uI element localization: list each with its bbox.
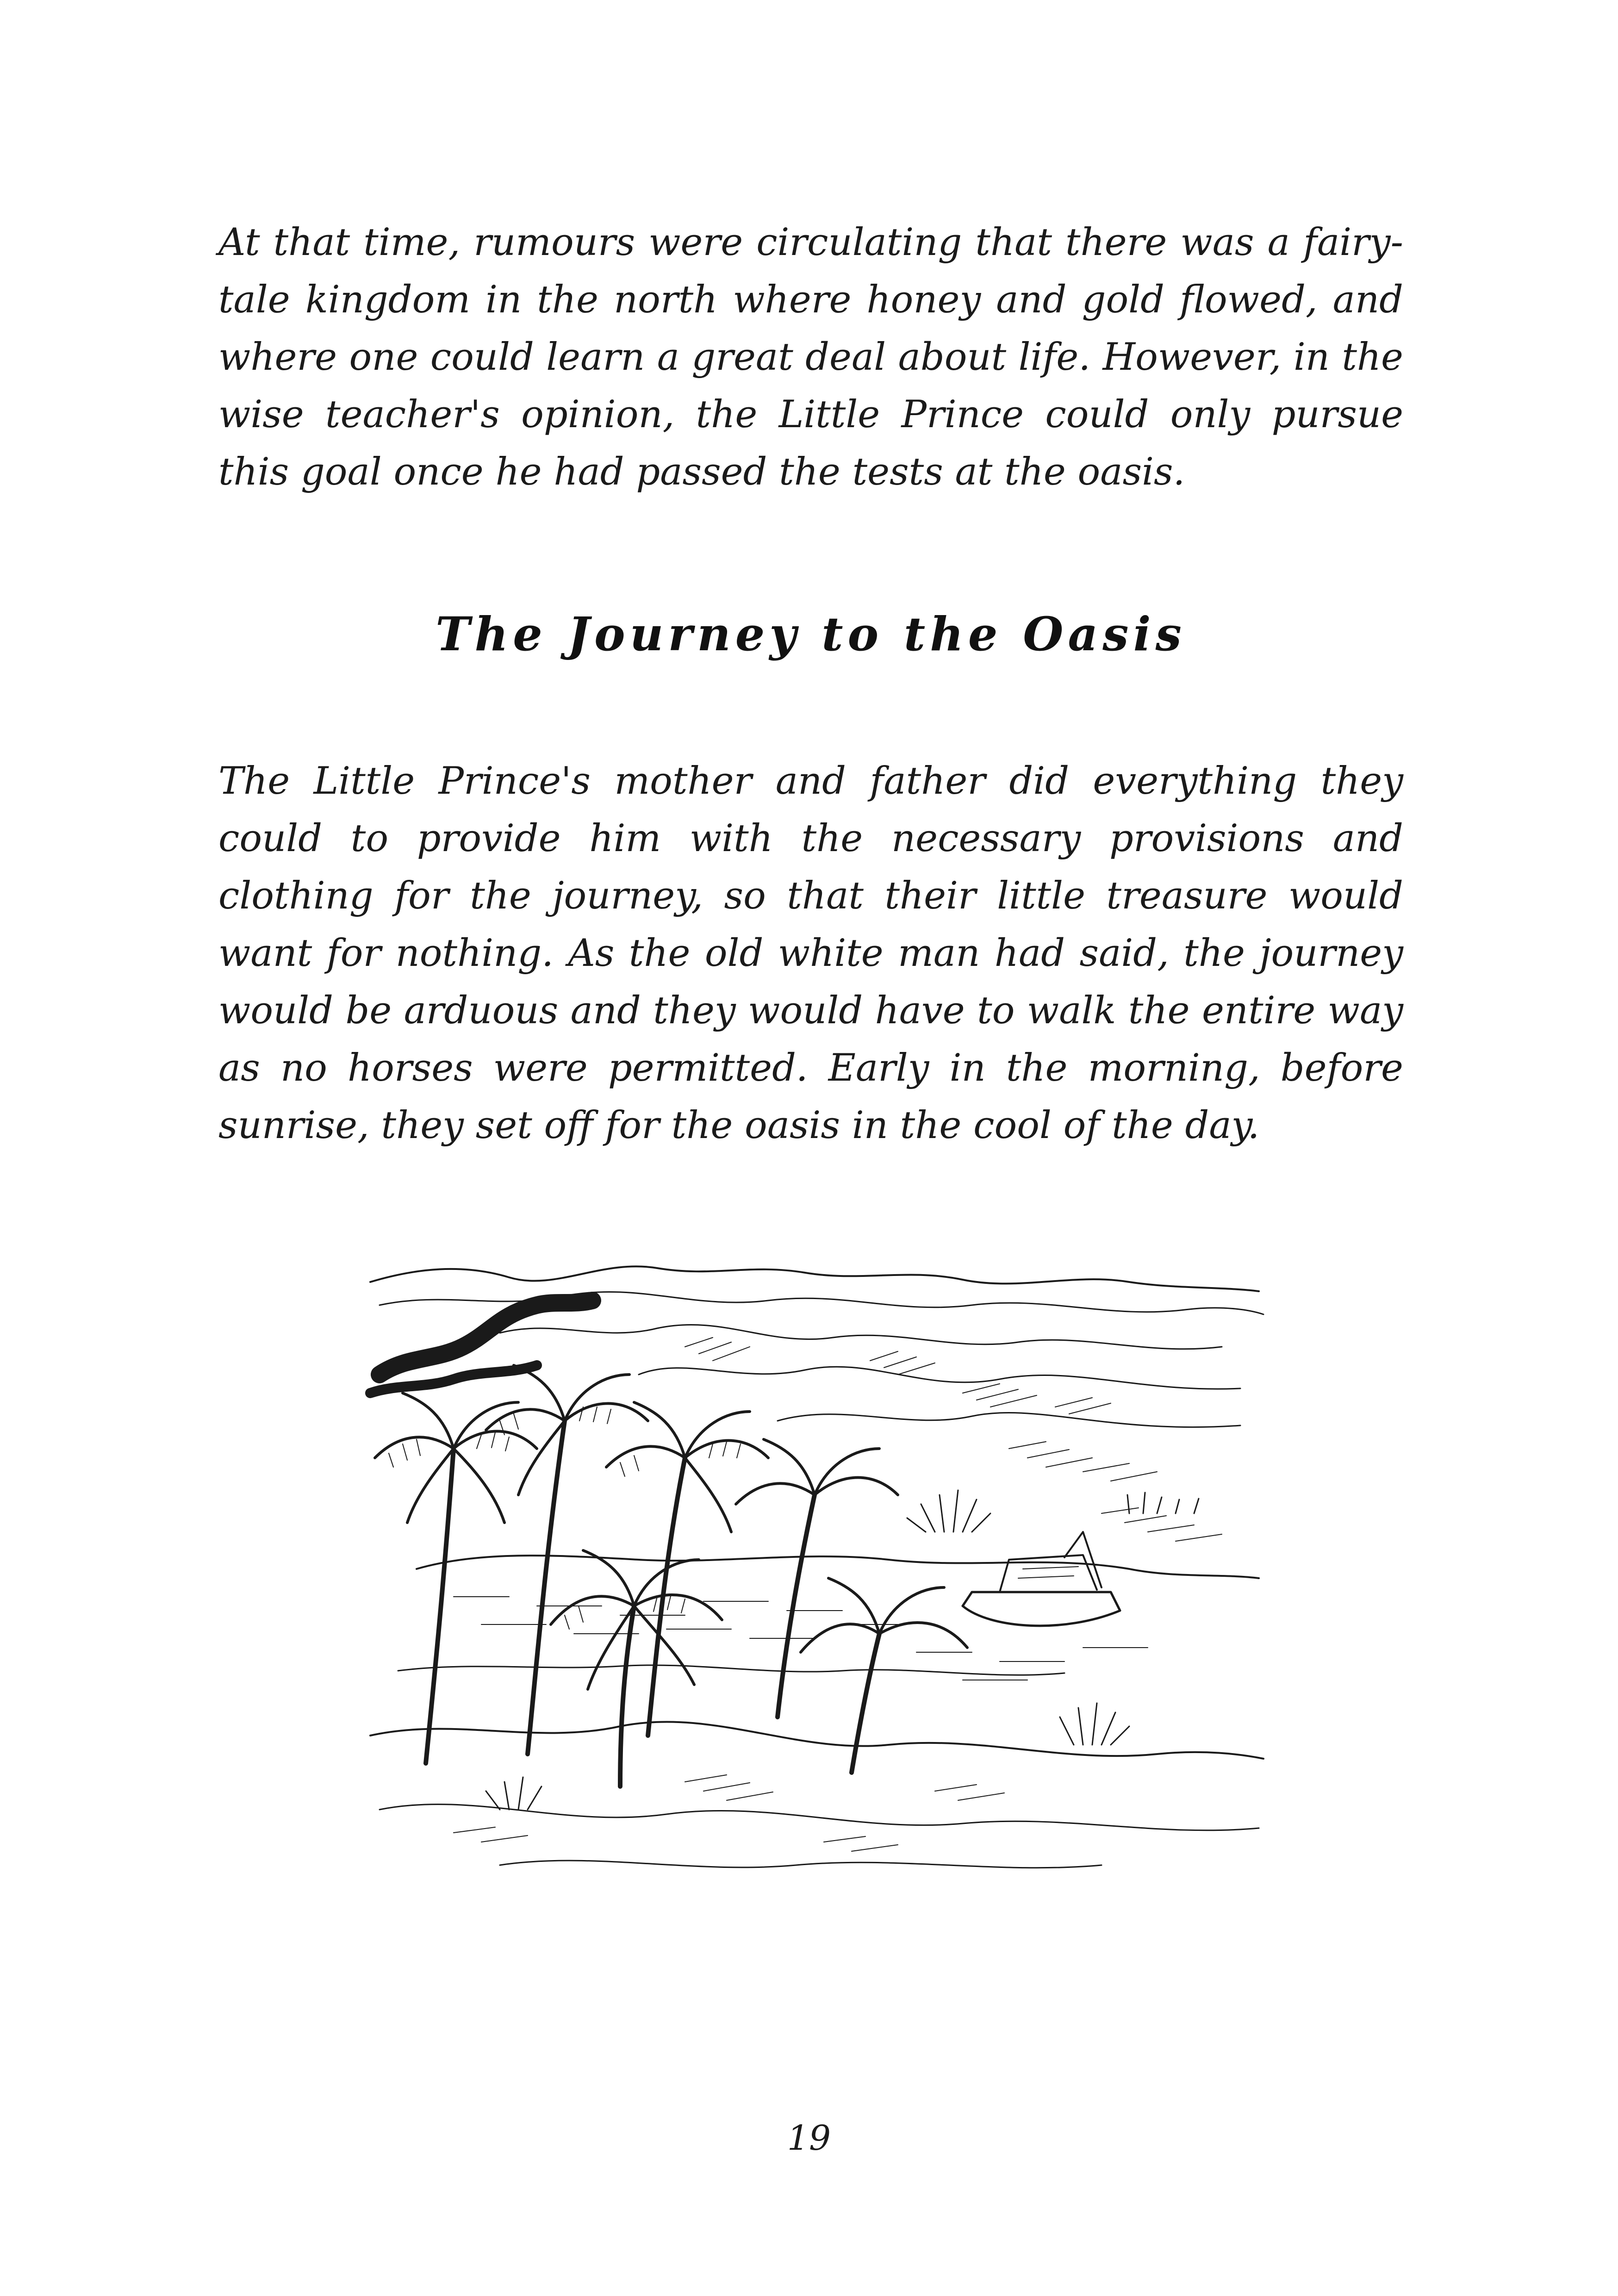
oasis-sketch-illustration xyxy=(361,1254,1268,1884)
page-number: 19 xyxy=(787,2118,831,2158)
paragraph-journey: The Little Prince's mother and father did everything they could to provide him with the necessary provisions and clothing for the journey, so that their little treasure would want for nothing. As the old white man had said, the journey would be arduous and they would have to walk the entire way as no horses were permitted. Early in the morning, before sunrise, they set off for the oasis in the cool of the day. xyxy=(218,759,1403,1147)
section-heading: The Journey to the Oasis xyxy=(436,607,1186,661)
paragraph-rumours: At that time, rumours were circulating that there was a fairy-tale kingdom in the north where honey and gold flowed, and where one could learn a great deal about life. However, in the wise teacher's opinion, the Little Prince could only pursue this goal once he had passed the tests at the oasis. xyxy=(218,221,1403,494)
